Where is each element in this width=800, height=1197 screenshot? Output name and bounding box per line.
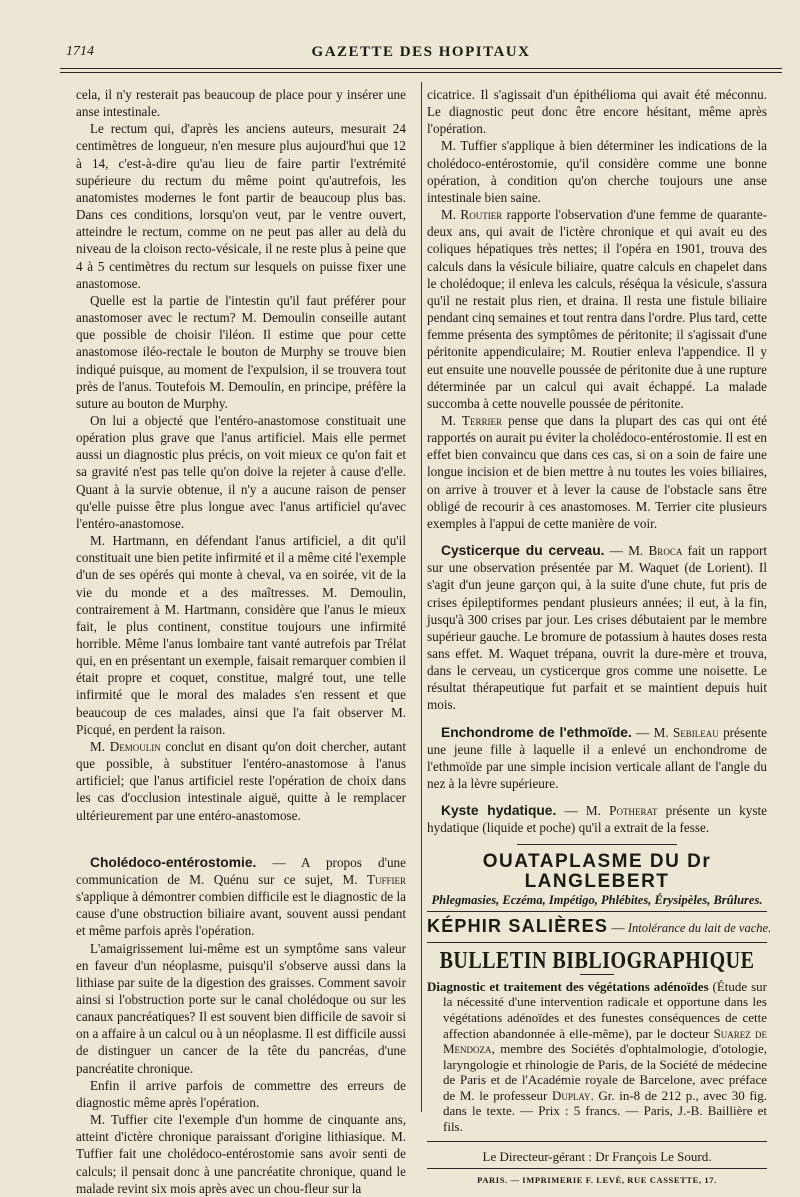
paragraph-text: — M. xyxy=(556,803,610,819)
speaker-name: M. Routier xyxy=(441,207,503,223)
header-rule-2 xyxy=(60,72,782,73)
paragraph: M. Hartmann, en défendant l'anus artificiel, a dit qu'il constituait une bien petite infirmité et il a même cité l'exemple d'un de ses opérés qui monte à cheval, va en soirée, vit de la vie du monde et a des maîtresses. M. Demoulin, contrairement à M. Hartmann, considère que l'anus le mieux fait, le plus continent, constitue toujours une infirmité horrible. Même l'anus lombaire tant vanté autrefois par Trélat qui, en en présentant un exemple, faisait remarquer combien il était propre et coquet, constitue, malgré tout, une telle infirmité que le moral des malades s'en ressent et que beaucoup de ces malades, ainsi que l'a fait observer M. Picqué, en perdent la raison. xyxy=(76,533,406,737)
column-divider xyxy=(421,82,422,1112)
paragraph xyxy=(427,206,767,412)
paragraph-text: présente un kyste hydatique (liquide et poche) qu'il a extrait de la fesse. xyxy=(427,803,767,836)
section-paragraph xyxy=(427,802,767,836)
spacer xyxy=(427,714,767,724)
spacer xyxy=(427,792,767,802)
section-heading: Cysticerque du cerveau. xyxy=(441,543,605,559)
page-number: 1714 xyxy=(66,44,94,59)
speaker-name: Tuffier xyxy=(366,871,406,887)
section-heading: Cholédoco-entérostomie. xyxy=(90,854,257,870)
separator-rule xyxy=(427,942,767,943)
separator-rule xyxy=(427,1141,767,1142)
paragraph: On lui a objecté que l'entéro-anastomose constituait une opération plus grave que l'anus artificiel. Mais elle permet aussi un diagnostic plus précis, on voit mieux ce qu'on fait et sa gravité n'est pas telle qu'on doive la rejeter à cause d'elle. Quant à la survie obtenue, il n'y a aucune raison de penser qu'elle puisse être plus longue avec l'anus artificiel qu'avec l'entéro-anastomose. xyxy=(76,412,406,531)
printer-imprint: PARIS. — IMPRIMERIE F. LEVÉ, RUE CASSETTE, 17. xyxy=(477,1174,717,1185)
separator-rule xyxy=(427,911,767,912)
speaker-name: Potherat xyxy=(609,803,658,819)
paragraph-text: conclut en disant qu'on doit chercher, autant que possible, à substituer l'entéro-anastomose à l'anus artificiel; que l'anus artificiel reste l'opération de choix dans les cas d'occlusion intestinale aiguë, quitte à le remplacer ultérieurement par une entéro-anastomose. xyxy=(76,738,406,823)
paragraph: Enfin il arrive parfois de commettre des erreurs de diagnostic même après l'opération. xyxy=(76,1077,406,1110)
bibliography-title: Diagnostic et traitement des végétations adénoïdes xyxy=(427,978,709,994)
paragraph: L'amaigrissement lui-même est un symptôme sans valeur en faveur d'un néoplasme, puisqu'il s'observe aussi dans la lithiase par suite de la digestion des graisses. Comment savoir ainsi si l'obstruction porte sur le canal cholédoque ou sur les canaux pancréatiques? Il est souvent bien difficile de savoir si on a affaire à un calcul ou à un néoplasme. Il est difficile aussi de distinguer un cancer de la tête du pancréas, d'une pancréatite chronique. xyxy=(76,940,406,1076)
speaker-name: M. Terrier xyxy=(441,412,502,428)
bibliography-text: . Gr. in-8 de 212 p., avec 30 fig. dans le texte. — Prix : 5 francs. — Paris, J.-B. Baillière et fils. xyxy=(443,1087,768,1135)
paragraph: cicatrice. Il s'agissait d'un épithélioma qui avait été méconnu. Le diagnostic peut donc être encore hésitant, même après l'opération. xyxy=(427,87,767,137)
paragraph: M. Tuffier s'applique à bien déterminer les indications de la cholédoco-entérostomie, qu'il considère comme une bonne opération, à condition qu'on cherche toujours une anse intestinale bien saine. xyxy=(427,138,767,205)
section-paragraph xyxy=(427,724,767,793)
ad-ouataplasme-title: OUATAPLASME DU Dr LANGLEBERT xyxy=(482,850,712,892)
paragraph-text: pense que dans la plupart des cas qui ont été rapportés on aurait pu éviter la cholédoco-entérostomie. Il est en effet bien convaincu que dans ces cas, si on a soin de faire une longue incision et de bien mettre à nu toutes les voies biliaires, on arrive à trouver et à lever la cause de l'obstacle sans être obligé de recourir à ces anastomoses. M. Terrier cite plusieurs exemples à l'appui de cette manière de voir. xyxy=(427,412,767,531)
bibliography-preface-author: Duplay xyxy=(551,1087,591,1103)
separator-rule xyxy=(517,844,677,845)
ad-ouataplasme-subtitle: Phlegmasies, Eczéma, Impétigo, Phlébites, Érysipèles, Brûlures. xyxy=(431,892,763,907)
speaker-name: M. Demoulin xyxy=(90,738,161,754)
section-paragraph xyxy=(76,854,406,940)
paragraph xyxy=(427,412,767,532)
section-heading: Enchondrome de l'ethmoïde. xyxy=(441,724,632,740)
speaker-name: Sebileau xyxy=(672,724,719,740)
section-paragraph xyxy=(427,542,767,714)
paragraph: Le rectum qui, d'après les anciens auteurs, mesurait 24 centimètres de longueur, n'en mesure plus aujourd'hui que 12 à 14, c'est-à-dire qu'au lieu de faire partir l'extrémité supérieure du rectum du même point qu'autrefois, les anatomistes modernes le font partir de beaucoup plus bas. Dans ces conditions, lorsqu'on veut, par le ventre ouvert, atteindre le rectum, comme on ne peut pas aller au delà du niveau de la cloison recto-vésicale, il ne reste plus à peine que 4 à 5 centimètres du rectum sur lesquels on puisse fixer une anastomose. xyxy=(76,121,406,291)
separator-rule xyxy=(427,1168,767,1169)
paragraph: M. Tuffier cite l'exemple d'un homme de cinquante ans, atteint d'ictère chronique paraissant d'origine lithiasique. M. Tuffier fait une cholédoco-entérostomie sans avoir senti de calculs; il pensait donc à une pancréatite chronique, quand le malade revint six mois après avec un chou-fleur sur la xyxy=(76,1112,406,1196)
speaker-name: Broca xyxy=(648,543,683,559)
paragraph: Quelle est la partie de l'intestin qu'il faut préférer pour anastomoser avec le rectum? M. Demoulin conseille autant que possible de choisir l'iléon. Il estime que pour cette anastomose iléo-rectale le bouton de Murphy se trouve bien indiqué puisque, au moment de l'expulsion, il se trouvera tout près de l'anus. Toutefois M. Demoulin, en principe, préfère la suture au bouton de Murphy. xyxy=(76,292,406,411)
director-signature: Le Directeur-gérant : Dr François Le Sourd. xyxy=(482,1148,712,1164)
bibliography-text: , membre des Sociétés d'ophtalmologie, d'otologie, laryngologie et rhinologie de Paris, de la Société de médecine de Paris et de l'Académie royale de Barcelone, avec préface de M. le professeur xyxy=(443,1041,767,1103)
header-rule xyxy=(60,68,782,69)
bibliography-entry xyxy=(427,979,767,1135)
paragraph-text: s'applique à démontrer combien difficile est le diagnostic de la cause d'une obstruction biliaire avant, souvent aussi pendant et même parfois après l'opération. xyxy=(76,889,406,939)
section-heading: Kyste hydatique. xyxy=(441,803,557,819)
ad-kephir: KÉPHIR SALIÈRES — Intolérance du lait de vache. xyxy=(427,915,772,936)
paragraph-text: — A propos d'une communication de M. Quénu sur ce sujet, M. xyxy=(76,854,406,887)
bibliography-text: (Étude sur la nécessité d'une intervention radicale et opportune dans les végétations adénoïdes et des funestes conséquences de cette affection abandonnée à elle-même), par le docteur xyxy=(443,978,767,1041)
page-header xyxy=(60,42,782,66)
spacer xyxy=(76,824,406,854)
paragraph-text: rapporte l'observation d'une femme de quarante-deux ans, qui avait de l'ictère chronique et qui avait eu des coliques hépatiques très nettes; il l'opéra en 1901, trouva des calculs dans la vésicule biliaire, quatre calculs en chapelet dans le cholédoque; il enleva les calculs, réséqua la vésicule, s'assura qu'il ne restait plus rien, et draina. Il resta une fistule biliaire pendant cinq semaines et tout rentra dans l'ordre. Plus tard, cette femme présenta des symptômes de péritonite; il s'agissait d'une péritonite appendiculaire; M. Routier enleva l'appendice. Il y eut ensuite une nouvelle poussée de péritonite due à une rupture déterminée par un calcul qui avait échappé. La malade succomba à cette nouvelle poussée de péritonite. xyxy=(427,207,767,411)
paragraph-text: — M. xyxy=(631,724,673,740)
spacer xyxy=(427,532,767,542)
ad-kephir-subtitle: Intolérance du lait de vache. xyxy=(627,920,772,935)
right-column xyxy=(427,86,772,1189)
bulletin-title: BULLETIN BIBLIOGRAPHIQUE xyxy=(439,947,755,974)
ad-kephir-title: KÉPHIR SALIÈRES xyxy=(427,915,609,936)
paragraph-text: présente une jeune fille à laquelle il a enlevé un enchondrome de l'ethmoïde par une simple incision verticale allant de l'angle du nez à la lèvre supérieure. xyxy=(427,724,768,792)
paragraph-text: fait un rapport sur une observation présentée par M. Waquet (de Lorient). Il s'agit d'un jeune garçon qui, à la suite d'une chute, fut pris de crises épileptiformes pendant plusieurs années; il eut, à la fin, jusqu'à 300 crises par jour. Les crises débutaient par le membre supérieur gauche. Le bromure de potassium à hautes doses resta sans effet. M. Waquet trépana, ouvrit la dure-mère et trouva, dans le cerveau, un cysticerque gros comme une noisette. Le résultat thérapeutique fut parfait et se maintient depuis huit mois. xyxy=(427,543,768,713)
bibliography-author: Suarez de Mendoza xyxy=(443,1025,767,1057)
paragraph-text: — M. xyxy=(604,543,649,559)
journal-title: GAZETTE DES HOPITAUX xyxy=(311,44,531,60)
paragraph xyxy=(76,738,406,824)
paragraph: cela, il n'y resterait pas beaucoup de place pour y insérer une anse intestinale. xyxy=(76,87,406,120)
left-column xyxy=(76,86,406,1197)
